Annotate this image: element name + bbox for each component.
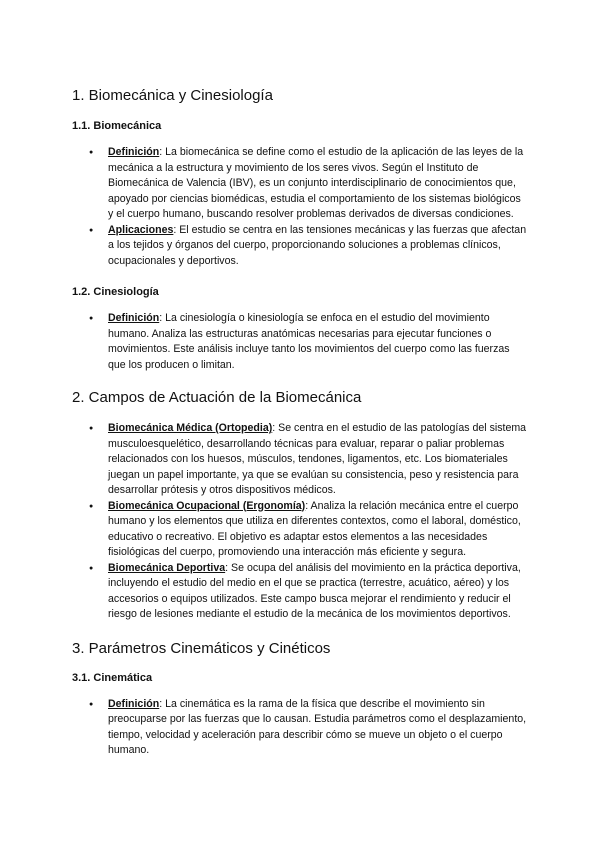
term: Biomecánica Médica (Ortopedia) (108, 422, 273, 434)
section-heading: 3. Parámetros Cinemáticos y Cinéticos (72, 639, 331, 657)
bullet-list (72, 421, 528, 623)
term: Definición (108, 146, 160, 158)
list-item (108, 499, 528, 561)
term: Biomecánica Deportiva (108, 561, 226, 574)
item-text: : La cinesiología o kinesiología se enfoca en el estudio del movimiento humano. Analiza las estructuras anatómicas necesarias para ejecutar funciones o movimientos. Este análisis incluye tanto los movimientos del cuerpo como las fuerzas que los producen o limitan. (108, 312, 510, 371)
item-text: : Se ocupa del análisis del movimiento en la práctica deportiva, incluyendo el estudio del medio en el que se practica (terrestre, acuático, aéreo) y los accesorios o equipos utilizados. Este campo busca mejorar el rendimiento y reducir el riesgo de lesiones mediante el estudio de la mecánica de los movimientos deportivos. (108, 561, 521, 620)
list-item (108, 223, 528, 270)
list-item (108, 311, 528, 373)
list-item (108, 561, 528, 623)
term: Aplicaciones (108, 223, 174, 236)
list-item (108, 421, 528, 499)
item-text: : La cinemática es la rama de la física que describe el movimiento sin preocuparse por las fuerzas que lo causan. Estudia parámetros como el desplazamiento, tiempo, velocidad y aceleración para describir cómo se mueve un objeto o el cuerpo humano. (108, 697, 527, 756)
subsection-heading: 3.1. Cinemática (72, 671, 153, 684)
bullet-list (72, 311, 528, 373)
subsection-heading: 1.2. Cinesiología (72, 286, 159, 298)
term: Definición (108, 312, 160, 324)
bullet-list (72, 145, 528, 269)
subsection-heading: 1.1. Biomecánica (72, 120, 162, 132)
item-text: : La biomecánica se define como el estudio de la aplicación de las leyes de la mecánica a la estructura y movimiento de los seres vivos. Según el Instituto de Biomecánica de Valencia (IBV), es un conjunto interdisciplinario de conocimientos que, apoyado por ciencias biomédicas, estudia el comportamiento de los sistemas biológicos y el cuerpo humano, buscando resolver problemas derivados de diversas condiciones. (108, 146, 524, 220)
term: Definición (108, 697, 160, 710)
item-text: : El estudio se centra en las tensiones mecánicas y las fuerzas que afectan a los tejidos y órganos del cuerpo, proporcionando soluciones a problemas clínicos, ocupacionales y deportivos. (108, 223, 527, 267)
section-heading: 2. Campos de Actuación de la Biomecánica (72, 389, 362, 406)
list-item (108, 145, 528, 223)
item-text: : Se centra en el estudio de las patologías del sistema musculoesquelético, desarrollando técnicas para evaluar, reparar o paliar problemas relacionados con los huesos, músculos, tendones, ligamentos, etc. Los biomateriales juegan un papel importante, ya que se evalúan su consistencia, peso y resistencia para desarrollar prótesis y otros dispositivos médicos. (108, 422, 527, 496)
item-text: : Analiza la relación mecánica entre el cuerpo humano y los elementos que utiliza en diferentes contextos, como el laboral, doméstico, educativo o recreativo. El objetivo es adaptar estos elementos a las necesidades fisiológicas del cuerpo, promoviendo una interacción más eficiente y segura. (108, 499, 521, 558)
section-heading: 1. Biomecánica y Cinesiología (72, 87, 273, 104)
list-item (108, 697, 528, 759)
bullet-list (72, 697, 528, 759)
term: Biomecánica Ocupacional (Ergonomía) (108, 499, 306, 512)
